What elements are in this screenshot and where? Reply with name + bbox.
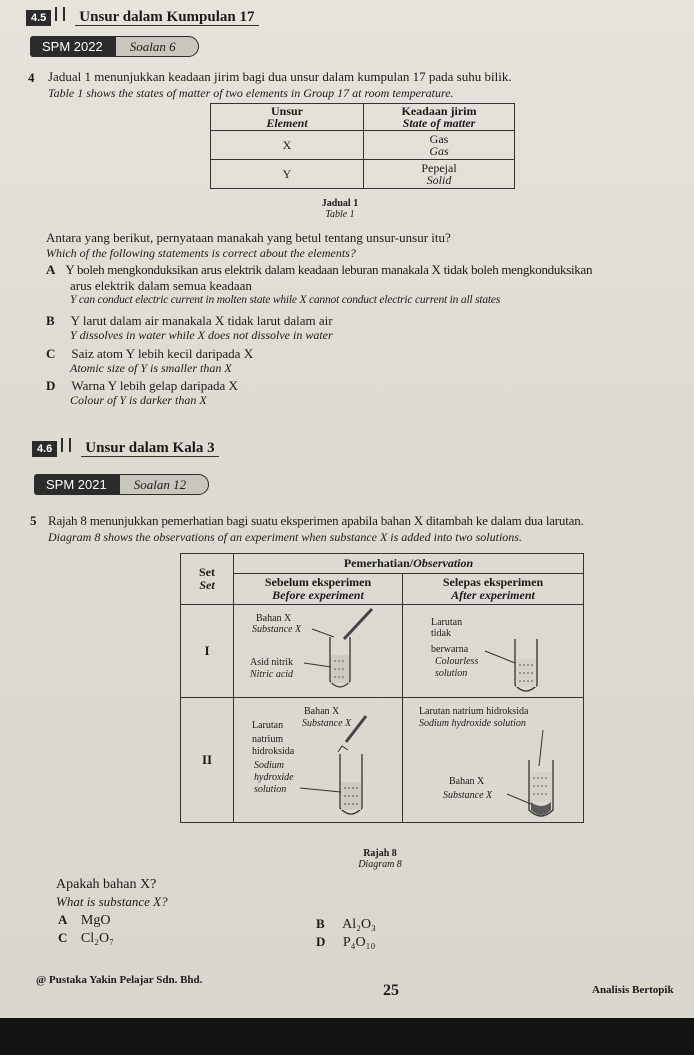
q5-text-ms: Rajah 8 menunjukkan pemerhatian bagi suatu eksperimen apabila bahan X ditambah ke dalam dua larutan. <box>48 513 584 528</box>
q4-option-a-en: Y can conduct electric current in molten state while X cannot conduct electric current in all states <box>70 294 501 306</box>
q4-number: 4 <box>28 70 35 85</box>
q4-option-b[interactable]: B Y larut dalam air manakala X tidak larut dalam air <box>46 313 333 328</box>
set-1-after-cell: Larutan tidak berwarna Colourless solution <box>403 605 584 698</box>
photo-bottom-edge <box>0 1018 694 1055</box>
q5-option-b[interactable]: B Al₂O₃ <box>316 916 377 932</box>
q4-stem-en: Which of the following statements is correct about the elements? <box>46 246 356 260</box>
q5-text-en: Diagram 8 shows the observations of an experiment when substance X is added into two solutions. <box>48 530 522 544</box>
soalan-badge: Soalan 12 <box>119 474 209 495</box>
page-number: 25 <box>383 982 399 999</box>
q4-option-a[interactable]: A Y boleh mengkonduksikan arus elektrik dalam keadaan leburan manakala X tidak boleh mengkonduksikan <box>46 262 593 277</box>
spm-year-badge: SPM 2021 <box>34 474 119 495</box>
diagram-8-table <box>180 553 584 823</box>
section-title: Unsur dalam Kala 3 <box>81 440 218 457</box>
footer-publisher: @ Pustaka Yakin Pelajar Sdn. Bhd. <box>36 974 203 986</box>
q5-source-tag <box>34 476 209 494</box>
table-row <box>181 698 584 823</box>
q5-number: 5 <box>30 513 37 528</box>
diagram-8-header-before: Sebelum eksperimen Before experiment <box>234 574 403 605</box>
table-1-cell-element: Y <box>211 160 364 189</box>
diagram-8-header-after: Selepas eksperimen After experiment <box>403 574 584 605</box>
q4-option-b-en: Y dissolves in water while X does not dissolve in water <box>70 328 333 342</box>
q4-text-ms: Jadual 1 menunjukkan keadaan jirim bagi dua unsur dalam kumpulan 17 pada suhu bilik. <box>48 69 512 84</box>
section-title: Unsur dalam Kumpulan 17 <box>75 9 258 26</box>
spm-year-badge: SPM 2022 <box>30 36 115 57</box>
table-1-cell-element: X <box>211 131 364 160</box>
diagram-8-header-observation: Pemerhatian/Observation <box>234 554 584 574</box>
diagram-8-header-set: Set Set <box>181 554 234 605</box>
table-1-cell-state: Pepejal Solid <box>364 160 515 189</box>
q4-option-c-en: Atomic size of Y is smaller than X <box>70 361 232 375</box>
q4-option-a-line2: arus elektrik dalam semua keadaan <box>70 278 252 293</box>
diagram-8-caption: Rajah 8 Diagram 8 <box>358 848 402 870</box>
table-1-header-state: Keadaan jirim State of matter <box>364 104 515 131</box>
q4-source-tag <box>30 38 199 56</box>
test-tube-icon <box>234 698 402 822</box>
soalan-badge: Soalan 6 <box>115 36 199 57</box>
table-row <box>211 131 515 160</box>
table-row <box>211 160 515 189</box>
q5-stem-en: What is substance X? <box>56 894 168 909</box>
set-1-before-cell: Bahan X Substance X Asid nitrik Nitric acid <box>234 605 403 698</box>
table-1-caption: Jadual 1 Table 1 <box>321 198 359 220</box>
q4-option-c[interactable]: C Saiz atom Y lebih kecil daripada X <box>46 346 254 361</box>
q5-option-d[interactable]: D P₄O₁₀ <box>316 934 376 950</box>
table-1 <box>210 103 515 189</box>
section-number: 4.5 <box>26 10 51 26</box>
section-header-4-5 <box>26 7 259 26</box>
set-label: II <box>181 698 234 823</box>
set-2-before-cell: Bahan X Substance X Larutan natrium hidroksida Sodium hydroxide solution <box>234 698 403 823</box>
set-2-after-cell: Larutan natrium hidroksida Sodium hydroxide solution Bahan X Substance X <box>403 698 584 823</box>
test-tube-icon <box>234 605 402 697</box>
footer-right-label: Analisis Bertopik <box>592 984 674 996</box>
q5-stem-ms: Apakah bahan X? <box>56 877 157 892</box>
q5-option-a[interactable]: A MgO <box>58 912 111 928</box>
section-divider-icon <box>61 438 71 452</box>
section-divider-icon <box>55 7 65 21</box>
test-tube-icon <box>403 605 585 697</box>
test-tube-icon <box>403 698 585 822</box>
q5-option-c[interactable]: C Cl₂O₇ <box>58 930 114 946</box>
set-label: I <box>181 605 234 698</box>
table-row <box>181 605 584 698</box>
table-1-cell-state: Gas Gas <box>364 131 515 160</box>
q4-option-d-en: Colour of Y is darker than X <box>70 393 207 407</box>
section-number: 4.6 <box>32 441 57 457</box>
q4-stem-ms: Antara yang berikut, pernyataan manakah yang betul tentang unsur-unsur itu? <box>46 230 451 245</box>
table-1-header-element: Unsur Element <box>211 104 364 131</box>
q4-text-en: Table 1 shows the states of matter of two elements in Group 17 at room temperature. <box>48 86 454 100</box>
q4-option-d[interactable]: D Warna Y lebih gelap daripada X <box>46 378 238 393</box>
section-header-4-6 <box>32 438 219 457</box>
